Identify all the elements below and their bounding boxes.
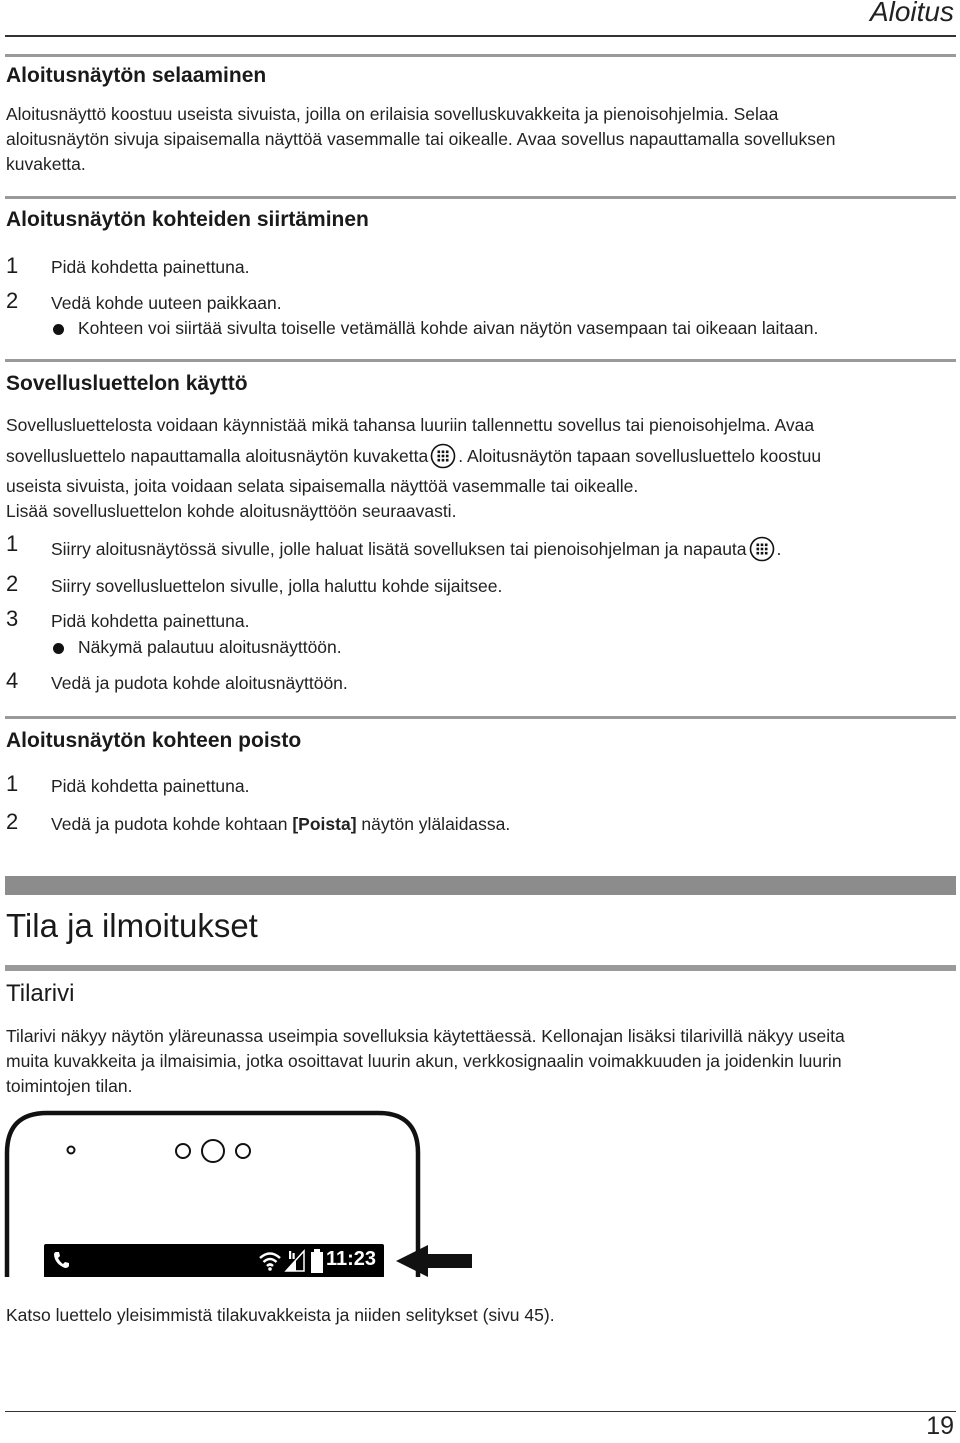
bullet-dot	[53, 643, 64, 654]
step-text: Vedä ja pudota kohde aloitusnäyttöön.	[51, 673, 348, 693]
signal-icon	[284, 1249, 306, 1278]
paragraph-line: Tilarivi näkyy näytön yläreunassa useimpia sovelluksia käytettäessä. Kellonajan lisäksi tilarivillä näkyy useita	[6, 1026, 845, 1046]
step-number: 1	[6, 253, 19, 278]
section-heading-remove: Aloitusnäytön kohteen poisto	[6, 729, 302, 752]
section-heading-browse: Aloitusnäytön selaaminen	[6, 64, 267, 87]
app-grid-icon	[430, 443, 456, 469]
step-number: 1	[6, 771, 19, 796]
step-text-part: .	[776, 539, 782, 559]
step-text: Siirry sovellusluettelon sivulle, jolla haluttu kohde sijaitsee.	[51, 576, 503, 596]
step-text: Pidä kohdetta painettuna.	[51, 257, 250, 277]
step-number: 4	[6, 668, 19, 693]
status-clock: 11:23	[325, 1248, 376, 1270]
page-number: 19	[926, 1412, 954, 1440]
section-divider	[5, 716, 956, 719]
step-number: 1	[6, 531, 19, 556]
step-text-part: näytön ylälaidassa.	[361, 814, 511, 834]
paragraph-line: kuvaketta.	[6, 154, 86, 174]
section-divider	[5, 196, 956, 199]
step-text-part: Vedä ja pudota kohde kohtaan	[51, 814, 288, 834]
footer-rule	[5, 1411, 956, 1412]
section-divider	[5, 54, 956, 57]
step-text-part: Siirry aloitusnäytössä sivulle, jolle haluat lisätä sovelluksen tai pienoisohjelman ja napauta	[51, 539, 747, 559]
status-bar	[44, 1244, 384, 1278]
paragraph-line: toimintojen tilan.	[6, 1076, 133, 1096]
paragraph-line: Aloitusnäyttö koostuu useista sivuista, joilla on erilaisia sovelluskuvakkeita ja pienoisohjelmia. Selaa	[6, 104, 779, 124]
delete-label: [Poista]	[292, 814, 357, 834]
sensor-left	[176, 1144, 190, 1158]
paragraph-line	[6, 441, 956, 472]
step-number: 2	[6, 809, 19, 834]
page-section-title: Aloitus	[869, 0, 954, 27]
bullet-text: Kohteen voi siirtää sivulta toiselle vetämällä kohde aivan näytön vasempaan tai oikeaan laitaan.	[78, 318, 819, 338]
paragraph-line: muita kuvakkeita ja ilmaisimia, jotka osoittavat luurin akun, verkkosignaalin voimakkuuden ja joidenkin luurin	[6, 1051, 842, 1071]
paragraph-text: sovellusluettelo napauttamalla aloitusnäytön kuvaketta	[6, 446, 429, 466]
subsection-title: Tilarivi	[6, 980, 75, 1007]
header-rule	[5, 35, 956, 37]
front-camera	[202, 1140, 224, 1162]
paragraph-line: useista sivuista, joita voidaan selata sipaisemalla näyttöä vasemmalle tai oikealle.	[6, 476, 639, 496]
section-applist-body	[6, 410, 956, 472]
step-number: 2	[6, 571, 19, 596]
sensor-dot	[68, 1147, 75, 1154]
paragraph-line: aloitusnäytön sivuja sipaisemalla näyttöä vasemmalle tai oikealle. Avaa sovellus napauttamalla sovelluksen	[6, 129, 836, 149]
section-applist-body-2	[6, 474, 956, 524]
wifi-icon	[258, 1251, 282, 1276]
bullet-dot	[53, 324, 64, 335]
reference-note: Katso luettelo yleisimmistä tilakuvakkeista ja niiden selitykset (sivu 45).	[6, 1305, 555, 1325]
paragraph-text: . Aloitusnäytön tapaan sovellusluettelo koostuu	[458, 446, 822, 466]
paragraph-line: Lisää sovellusluettelon kohde aloitusnäyttöön seuraavasti.	[6, 501, 457, 521]
step-text	[51, 814, 510, 835]
app-grid-icon	[749, 536, 775, 562]
step-text: Vedä kohde uuteen paikkaan.	[51, 293, 282, 313]
phone-crop-edge	[4, 1277, 425, 1280]
chapter-divider	[5, 965, 956, 971]
phone-icon	[52, 1250, 70, 1275]
paragraph-line: Sovellusluettelosta voidaan käynnistää mikä tahansa luuriin tallennettu sovellus tai pienoisohjelma. Avaa	[6, 415, 815, 435]
bullet-text: Näkymä palautuu aloitusnäyttöön.	[78, 637, 342, 657]
section-browse-body	[6, 102, 956, 177]
battery-icon	[310, 1248, 324, 1279]
arrow-left-icon	[394, 1242, 474, 1280]
section-heading-move: Aloitusnäytön kohteiden siirtäminen	[6, 208, 369, 231]
section-heading-applist: Sovellusluettelon käyttö	[6, 372, 248, 395]
chapter-title: Tila ja ilmoitukset	[6, 907, 258, 944]
chapter-bar	[5, 876, 956, 895]
step-number: 2	[6, 288, 19, 313]
step-text: Pidä kohdetta painettuna.	[51, 776, 250, 796]
step-text: Pidä kohdetta painettuna.	[51, 611, 250, 631]
step-number: 3	[6, 606, 19, 631]
step-text	[51, 536, 781, 562]
chapter-body	[6, 1024, 956, 1099]
sensor-right	[236, 1144, 250, 1158]
section-divider	[5, 359, 956, 362]
